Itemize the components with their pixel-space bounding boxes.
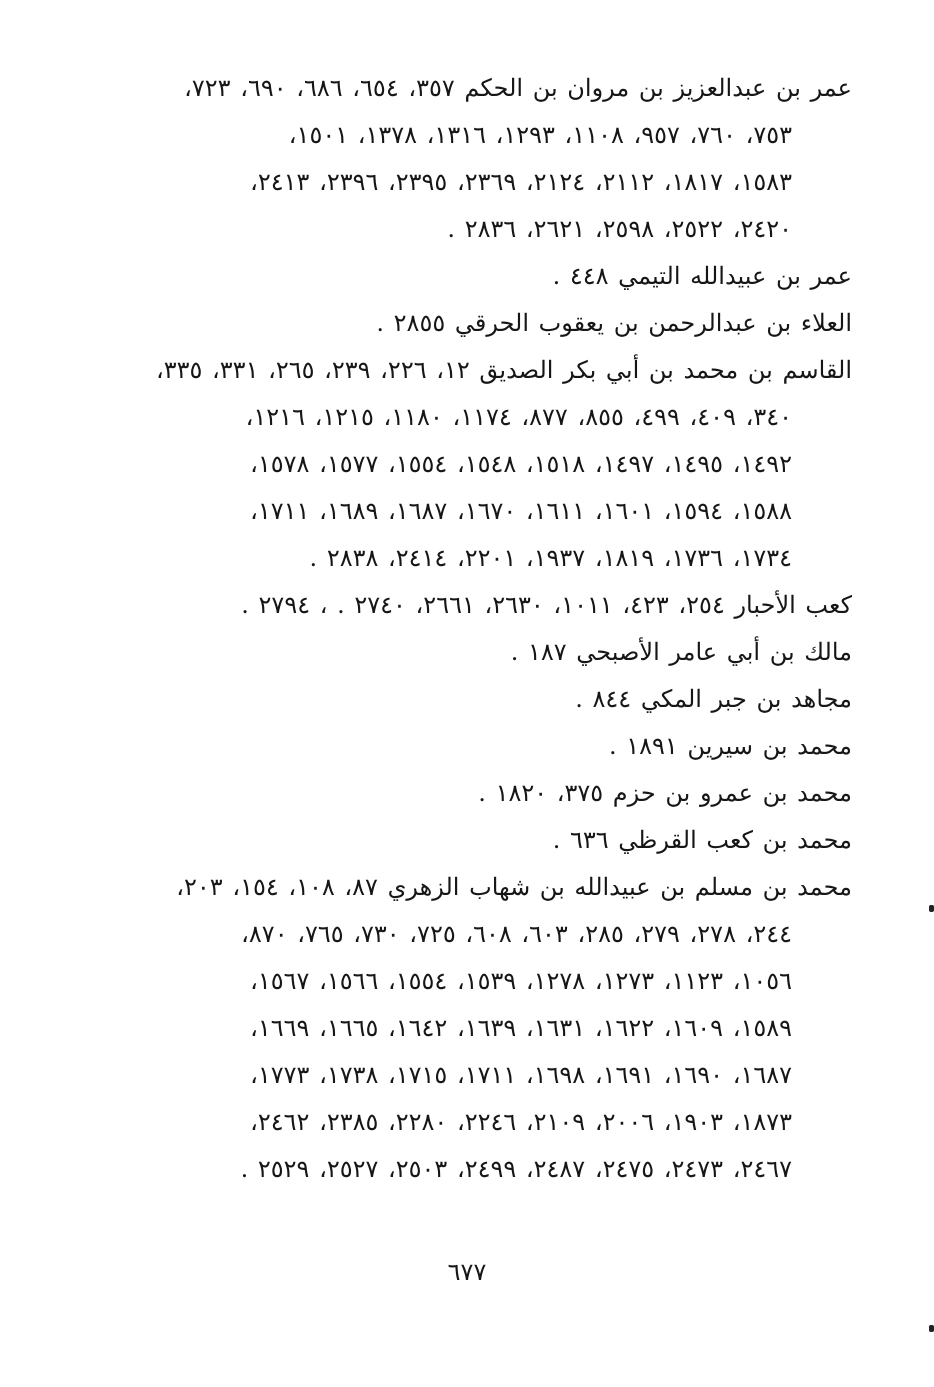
index-entry xyxy=(120,624,852,671)
entry-line: ١٦٨٧، ١٦٩٠، ١٦٩١، ١٦٩٨، ١٧١١، ١٧١٥، ١٧٣٨، ١٧٧٣، xyxy=(250,1061,792,1089)
entry-line: عمر بن عبيدالله التيمي ٤٤٨ . xyxy=(552,262,852,290)
entry-line: العلاء بن عبدالرحمن بن يعقوب الحرقي ٢٨٥٥ . xyxy=(376,309,852,337)
index-entry xyxy=(120,295,852,342)
entry-line: عمر بن عبدالعزيز بن مروان بن الحكم ٣٥٧، ٦٥٤، ٦٨٦، ٦٩٠، ٧٢٣، xyxy=(184,74,852,102)
entry-line: ١٤٩٢، ١٤٩٥، ١٤٩٧، ١٥١٨، ١٥٤٨، ١٥٥٤، ١٥٧٧، ١٥٧٨، xyxy=(250,450,792,478)
entry-line: ١٥٨٨، ١٥٩٤، ١٦٠١، ١٦١١، ١٦٧٠، ١٦٨٧، ١٦٨٩، ١٧١١، xyxy=(250,497,792,525)
entry-line: ١٧٣٤، ١٧٣٦، ١٨١٩، ١٩٣٧، ٢٢٠١، ٢٤١٤، ٢٨٣٨ . xyxy=(309,544,792,572)
entry-line: ١٠٥٦، ١١٢٣، ١٢٧٣، ١٢٧٨، ١٥٣٩، ١٥٥٤، ١٥٦٦، ١٥٦٧، xyxy=(250,967,792,995)
scan-mark xyxy=(929,1325,934,1332)
index-text xyxy=(120,60,852,1188)
page-number: ٦٧٧ xyxy=(447,1258,487,1286)
entry-line: ٧٥٣، ٧٦٠، ٩٥٧، ١١٠٨، ١٢٩٣، ١٣١٦، ١٣٧٨، ١٥٠١، xyxy=(288,121,792,149)
entry-line: محمد بن مسلم بن عبيدالله بن شهاب الزهري ٨٧، ١٠٨، ١٥٤، ٢٠٣، xyxy=(176,873,852,901)
index-entry xyxy=(120,812,852,859)
index-entry xyxy=(120,859,852,1188)
entry-line: ١٥٨٩، ١٦٠٩، ١٦٢٢، ١٦٣١، ١٦٣٩، ١٦٤٢، ١٦٦٥، ١٦٦٩، xyxy=(250,1014,792,1042)
index-entry xyxy=(120,248,852,295)
entry-line: ١٨٧٣، ١٩٠٣، ٢٠٠٦، ٢١٠٩، ٢٢٤٦، ٢٢٨٠، ٢٣٨٥، ٢٤٦٢، xyxy=(250,1108,792,1136)
index-entry xyxy=(120,765,852,812)
scan-mark xyxy=(929,905,934,912)
index-entry xyxy=(120,342,852,577)
entry-line: القاسم بن محمد بن أبي بكر الصديق ١٢، ٢٢٦، ٢٣٩، ٢٦٥، ٣٣١، ٣٣٥، xyxy=(155,356,852,384)
entry-line: مجاهد بن جبر المكي ٨٤٤ . xyxy=(575,685,852,713)
entry-line: ٢٤٢٠، ٢٥٢٢، ٢٥٩٨، ٢٦٢١، ٢٨٣٦ . xyxy=(447,215,792,243)
entry-line: مالك بن أبي عامر الأصبحي ١٨٧ . xyxy=(510,638,852,666)
index-entry xyxy=(120,671,852,718)
entry-line: محمد بن سيرين ١٨٩١ . xyxy=(608,732,852,760)
entry-line: ٣٤٠، ٤٠٩، ٤٩٩، ٨٥٥، ٨٧٧، ١١٧٤، ١١٨٠، ١٢١٥، ١٢١٦، xyxy=(245,403,792,431)
entry-line: ٢٤٤، ٢٧٨، ٢٧٩، ٢٨٥، ٦٠٣، ٦٠٨، ٧٢٥، ٧٣٠، ٧٦٥، ٨٧٠، xyxy=(241,920,792,948)
entry-line: محمد بن كعب القرظي ٦٣٦ . xyxy=(552,826,852,854)
entry-line: ٢٤٦٧، ٢٤٧٣، ٢٤٧٥، ٢٤٨٧، ٢٤٩٩، ٢٥٠٣، ٢٥٢٧، ٢٥٢٩ . xyxy=(240,1155,792,1183)
index-entry xyxy=(120,577,852,624)
index-entry xyxy=(120,60,852,248)
entry-line: محمد بن عمرو بن حزم ٣٧٥، ١٨٢٠ . xyxy=(478,779,852,807)
entry-line: كعب الأحبار ٢٥٤، ٤٢٣، ١٠١١، ٢٦٣٠، ٢٦٦١، ٢٧٤٠ . ، ٢٧٩٤ . xyxy=(241,591,852,619)
entry-line: ١٥٨٣، ١٨١٧، ٢١١٢، ٢١٢٤، ٢٣٦٩، ٢٣٩٥، ٢٣٩٦، ٢٤١٣، xyxy=(250,168,792,196)
index-entry xyxy=(120,718,852,765)
